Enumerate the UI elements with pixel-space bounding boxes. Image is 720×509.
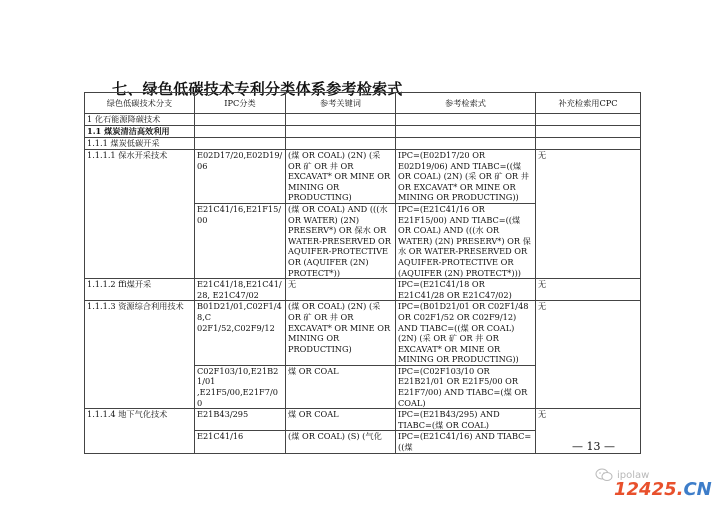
keywords-cell: 煤 OR COAL	[286, 409, 396, 431]
header-branch: 绿色低碳技术分支	[85, 93, 195, 114]
wechat-icon	[595, 468, 613, 482]
header-cpc: 补充检索用CPC	[536, 93, 641, 114]
header-ipc: IPC分类	[195, 93, 286, 114]
table-header-row	[85, 93, 641, 114]
cpc-cell: 无	[536, 409, 641, 453]
query-cell: IPC=(B01D21/01 OR C02F1/48 OR C02F1/52 OR C02F9/12) AND TIABC=((煤 OR COAL) (2N) (采 OR 矿 OR 井 OR EXCAVAT* OR MINE OR MINING OR PRODUCTING))	[396, 301, 536, 366]
ipc-cell: E21C41/16,E21F15/00	[195, 203, 286, 278]
query-cell: IPC=(E21C41/16 OR E21F15/00) AND TIABC=((煤 OR COAL) AND (((水 OR WATER) (2N) PRESERV*) OR 保水 OR WATER-PRESERVED OR AQUIFER-PROTECTIVE OR (AQUIFER (2N) PROTECT*)))	[396, 203, 536, 278]
watermark-text: ipolaw	[617, 469, 650, 481]
ipc-cell: C02F103/10,E21B21/01 ,E21F5/00,E21F7/00	[195, 365, 286, 408]
query-cell: IPC=(E02D17/20 OR E02D19/06) AND TIABC=((煤 OR COAL) (2N) (采 OR 矿 OR 井 OR EXCAVAT* OR MINE OR MINING OR PRODUCTING))	[396, 150, 536, 204]
keywords-cell: 煤 OR COAL	[286, 365, 396, 408]
branch-cell: 1.1.1.1 保水开采技术	[85, 150, 195, 279]
branch-cell: 1.1.1.4 地下气化技术	[85, 409, 195, 453]
cpc-cell: 无	[536, 279, 641, 301]
table-row	[85, 150, 641, 204]
keywords-cell: (煤 OR COAL) (S) (气化	[286, 431, 396, 453]
header-query: 参考检索式	[396, 93, 536, 114]
keywords-cell: (煤 OR COAL) (2N) (采 OR 矿 OR 井 OR EXCAVAT* OR MINE OR MINING OR PRODUCTING)	[286, 150, 396, 204]
patent-classification-table	[84, 92, 641, 454]
ipc-cell: E21B43/295	[195, 409, 286, 431]
ipc-cell: B01D21/01,C02F1/48,C 02F1/52,C02F9/12	[195, 301, 286, 366]
query-cell: IPC=(E21B43/295) AND TIABC=(煤 OR COAL)	[396, 409, 536, 431]
table-row	[85, 279, 641, 301]
table-row	[85, 301, 641, 366]
query-cell: IPC=(E21C41/18 OR E21C41/28 OR E21C47/02)	[396, 279, 536, 301]
query-cell: IPC=(C02F103/10 OR E21B21/01 OR E21F5/00 OR E21F7/00) AND TIABC=(煤 OR COAL)	[396, 365, 536, 408]
site-logo-dot: .	[676, 479, 684, 500]
cpc-cell: 无	[536, 150, 641, 279]
page-number: — 13 —	[572, 440, 615, 453]
site-logo-suffix: CN	[683, 479, 712, 500]
section-row	[85, 138, 641, 150]
site-logo-number: 12425	[614, 479, 677, 500]
page-title: 七、绿色低碳技术专利分类体系参考检索式	[112, 80, 403, 98]
table-row	[85, 409, 641, 431]
ipc-cell: E21C41/16	[195, 431, 286, 453]
section-row	[85, 114, 641, 126]
keywords-cell: (煤 OR COAL) AND (((水 OR WATER) (2N) PRESERV*) OR 保水 OR WATER-PRESERVED OR AQUIFER-PROTECTIVE OR (AQUIFER (2N) PROTECT*))	[286, 203, 396, 278]
cpc-cell: 无	[536, 301, 641, 409]
section-1-1-1-label: 1.1.1 煤炭低碳开采	[85, 138, 195, 150]
query-cell: IPC=(E21C41/16) AND TIABC=((煤	[396, 431, 536, 453]
site-logo	[614, 479, 712, 500]
section-1-label: 1 化石能源降碳技术	[85, 114, 195, 126]
header-keywords: 参考关键词	[286, 93, 396, 114]
branch-cell: 1.1.1.2 ffi煤开采	[85, 279, 195, 301]
ipc-cell: E21C41/18,E21C41/28, E21C47/02	[195, 279, 286, 301]
keywords-cell: 无	[286, 279, 396, 301]
ipc-cell: E02D17/20,E02D19/06	[195, 150, 286, 204]
section-row	[85, 126, 641, 138]
branch-cell: 1.1.1.3 资源综合利用技术	[85, 301, 195, 409]
keywords-cell: (煤 OR COAL) (2N) (采 OR 矿 OR 井 OR EXCAVAT* OR MINE OR MINING OR PRODUCTING)	[286, 301, 396, 366]
section-1-1-label: 1.1 煤炭清洁高效利用	[85, 126, 195, 138]
